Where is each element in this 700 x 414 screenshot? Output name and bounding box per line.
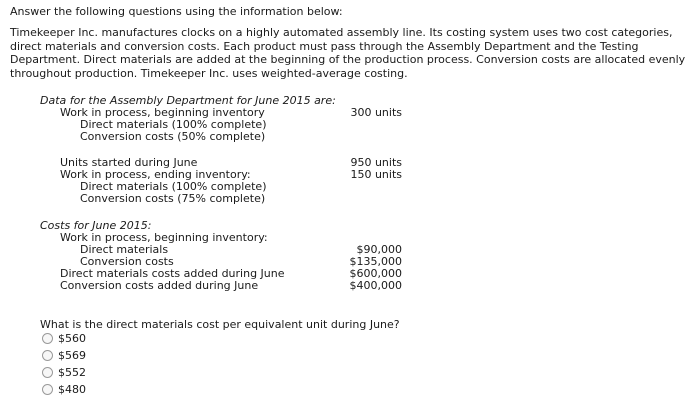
costs-cc-added-label: Conversion costs added during June <box>60 279 259 292</box>
option-label[interactable]: $569 <box>58 349 86 362</box>
wip-beginning-label: Work in process, beginning inventory <box>60 106 265 119</box>
costs-dm-value: $90,000 <box>356 243 402 256</box>
costs-cc-label: Conversion costs <box>80 255 174 268</box>
wip-beginning-value: 300 units <box>350 106 402 119</box>
cc-complete-label: Conversion costs (50% complete) <box>80 130 266 143</box>
costs-wip-beginning-label: Work in process, beginning inventory: <box>60 231 268 244</box>
intro-paragraph: Timekeeper Inc. manufactures clocks on a highly automated assembly line. Its costing system uses two cost categories, direct materials and conversion costs. Each product must pass through the Assembly Department and the Testing Department. Direct materials are added at the beginning of the production process. Conversion costs are allocated evenly throughout production. Timekeeper Inc. uses weighted-average costing. <box>10 26 686 80</box>
costs-dm-added-label: Direct materials costs added during June <box>60 267 285 280</box>
radio-button[interactable] <box>42 384 53 395</box>
option-label[interactable]: $552 <box>58 366 86 379</box>
costs-cc-added-value: $400,000 <box>349 279 402 292</box>
wip-ending-label: Work in process, ending inventory: <box>60 168 251 181</box>
cc-complete-end-label: Conversion costs (75% complete) <box>80 192 266 205</box>
data-section-title: Data for the Assembly Department for June 2015 are: <box>40 94 336 107</box>
radio-button[interactable] <box>42 350 53 361</box>
option-label[interactable]: $480 <box>58 383 86 396</box>
question-text: What is the direct materials cost per equivalent unit during June? <box>40 318 400 331</box>
costs-dm-label: Direct materials <box>80 243 169 256</box>
costs-dm-added-value: $600,000 <box>349 267 402 280</box>
units-started-label: Units started during June <box>60 156 198 169</box>
costs-cc-value: $135,000 <box>349 255 402 268</box>
radio-button[interactable] <box>42 333 53 344</box>
units-started-value: 950 units <box>350 156 402 169</box>
dm-complete-label: Direct materials (100% complete) <box>80 118 267 131</box>
option-label[interactable]: $560 <box>58 332 86 345</box>
wip-ending-value: 150 units <box>350 168 402 181</box>
header: Answer the following questions using the information below: <box>10 5 343 18</box>
dm-complete-end-label: Direct materials (100% complete) <box>80 180 267 193</box>
radio-button[interactable] <box>42 367 53 378</box>
costs-section-title: Costs for June 2015: <box>40 219 152 232</box>
